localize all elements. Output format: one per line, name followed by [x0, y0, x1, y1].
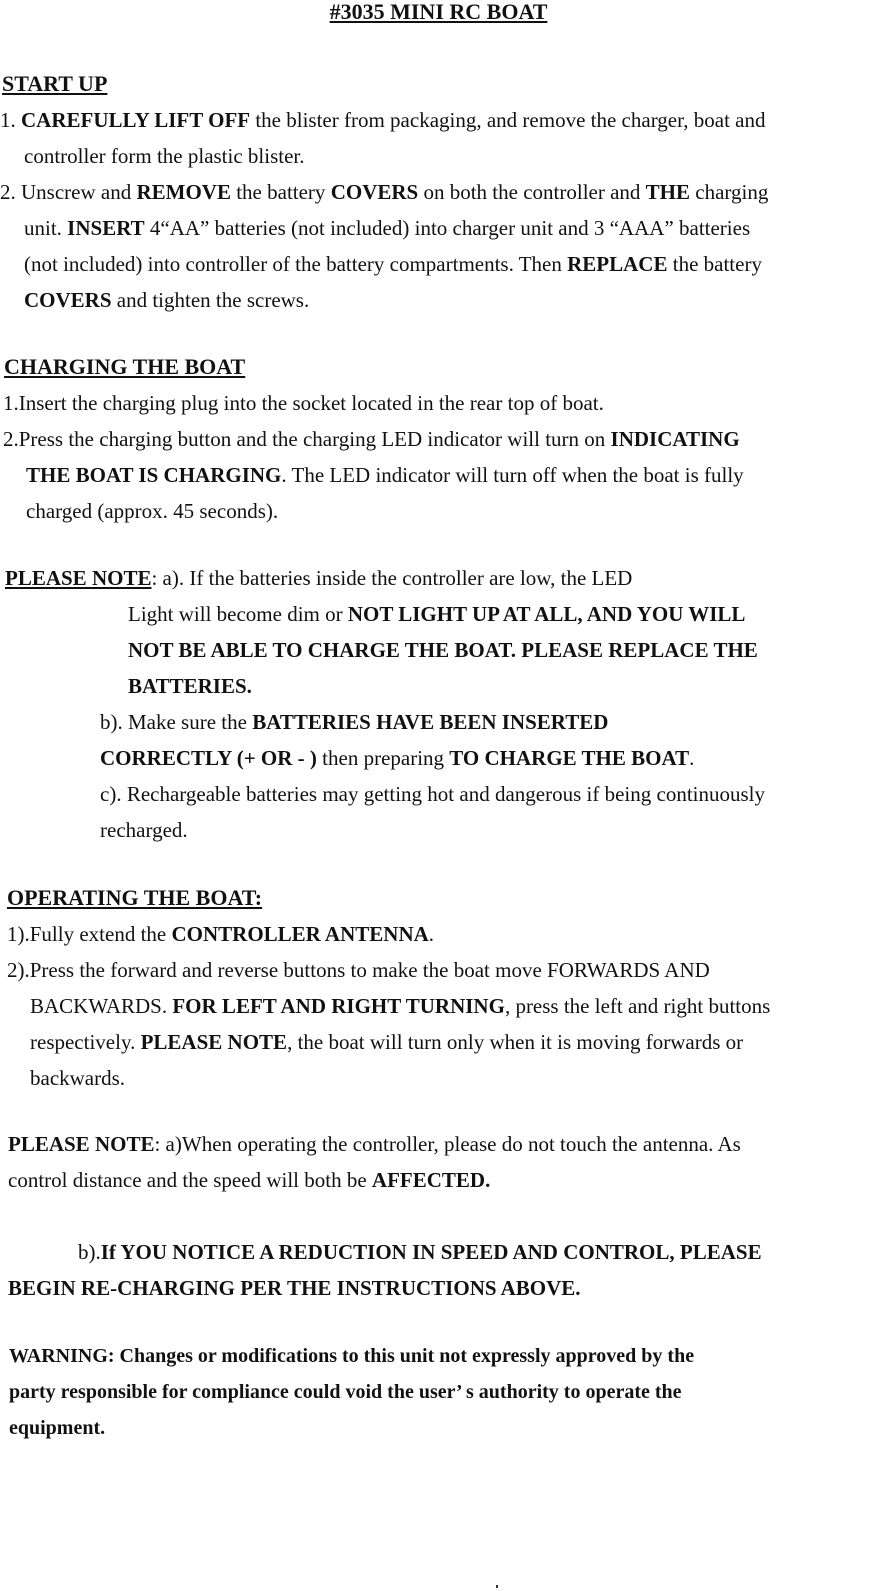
note-line: CORRECTLY (+ OR - ) then preparing TO CHARGE THE BOAT.: [100, 746, 695, 770]
section-operating: [0, 880, 870, 1096]
list-item-continuation: charged (approx. 45 seconds).: [26, 499, 279, 523]
section-start-up: [0, 66, 870, 318]
note-line: recharged.: [100, 818, 188, 842]
note-line: NOT BE ABLE TO CHARGE THE BOAT. PLEASE REPLACE THE: [128, 638, 758, 662]
note-line: b). Make sure the BATTERIES HAVE BEEN INSERTED: [100, 710, 609, 734]
list-item: 1.Insert the charging plug into the socket located in the rear top of boat.: [3, 391, 604, 415]
note-line: Light will become dim or NOT LIGHT UP AT ALL, AND YOU WILL: [128, 602, 746, 626]
note-line: control distance and the speed will both be AFFECTED.: [8, 1168, 491, 1192]
list-item: 1. CAREFULLY LIFT OFF the blister from packaging, and remove the charger, boat and: [0, 108, 766, 132]
note-line: b).If YOU NOTICE A REDUCTION IN SPEED AND CONTROL, PLEASE: [78, 1240, 762, 1264]
list-item: 2.Press the charging button and the charging LED indicator will turn on INDICATING: [3, 427, 740, 451]
list-item-continuation: unit. INSERT 4“AA” batteries (not included) into charger unit and 3 “AAA” batteries: [24, 216, 751, 240]
list-item-continuation: controller form the plastic blister.: [24, 144, 305, 168]
note-intro: PLEASE NOTE: a). If the batteries inside the controller are low, the LED: [5, 566, 633, 590]
section-heading: OPERATING THE BOAT:: [7, 885, 263, 910]
warning-line: equipment.: [9, 1417, 106, 1439]
page-title: #3035 MINI RC BOAT: [329, 0, 548, 24]
list-item: 1).Fully extend the CONTROLLER ANTENNA.: [7, 922, 435, 946]
note-line: BATTERIES.: [128, 674, 252, 698]
section-heading: START UP: [2, 71, 108, 96]
section-note-charging: [0, 560, 870, 848]
scan-mark: [496, 1585, 498, 1588]
section-note-operating: [0, 1126, 870, 1306]
warning-line: WARNING: Changes or modifications to this unit not expressly approved by the: [9, 1345, 695, 1367]
list-item: 2. Unscrew and REMOVE the battery COVERS on both the controller and THE charging: [0, 180, 769, 204]
note-intro: PLEASE NOTE: a)When operating the controller, please do not touch the antenna. As: [8, 1132, 741, 1156]
warning-notice: [0, 1338, 870, 1446]
list-item: 2).Press the forward and reverse buttons to make the boat move FORWARDS AND: [7, 958, 710, 982]
note-line: c). Rechargeable batteries may getting hot and dangerous if being continuously: [100, 782, 765, 806]
list-item-continuation: BACKWARDS. FOR LEFT AND RIGHT TURNING, press the left and right buttons: [30, 994, 771, 1018]
note-line: BEGIN RE-CHARGING PER THE INSTRUCTIONS ABOVE.: [8, 1276, 581, 1300]
list-item-continuation: THE BOAT IS CHARGING. The LED indicator will turn off when the boat is fully: [26, 463, 744, 487]
list-item-continuation: COVERS and tighten the screws.: [24, 288, 310, 312]
list-item-continuation: respectively. PLEASE NOTE, the boat will turn only when it is moving forwards or: [30, 1030, 744, 1054]
warning-line: party responsible for compliance could void the user’ s authority to operate the: [9, 1381, 682, 1403]
section-charging: [0, 349, 870, 529]
list-item-continuation: backwards.: [30, 1066, 126, 1090]
list-item-continuation: (not included) into controller of the battery compartments. Then REPLACE the battery: [24, 252, 762, 276]
section-heading: CHARGING THE BOAT: [4, 354, 246, 379]
